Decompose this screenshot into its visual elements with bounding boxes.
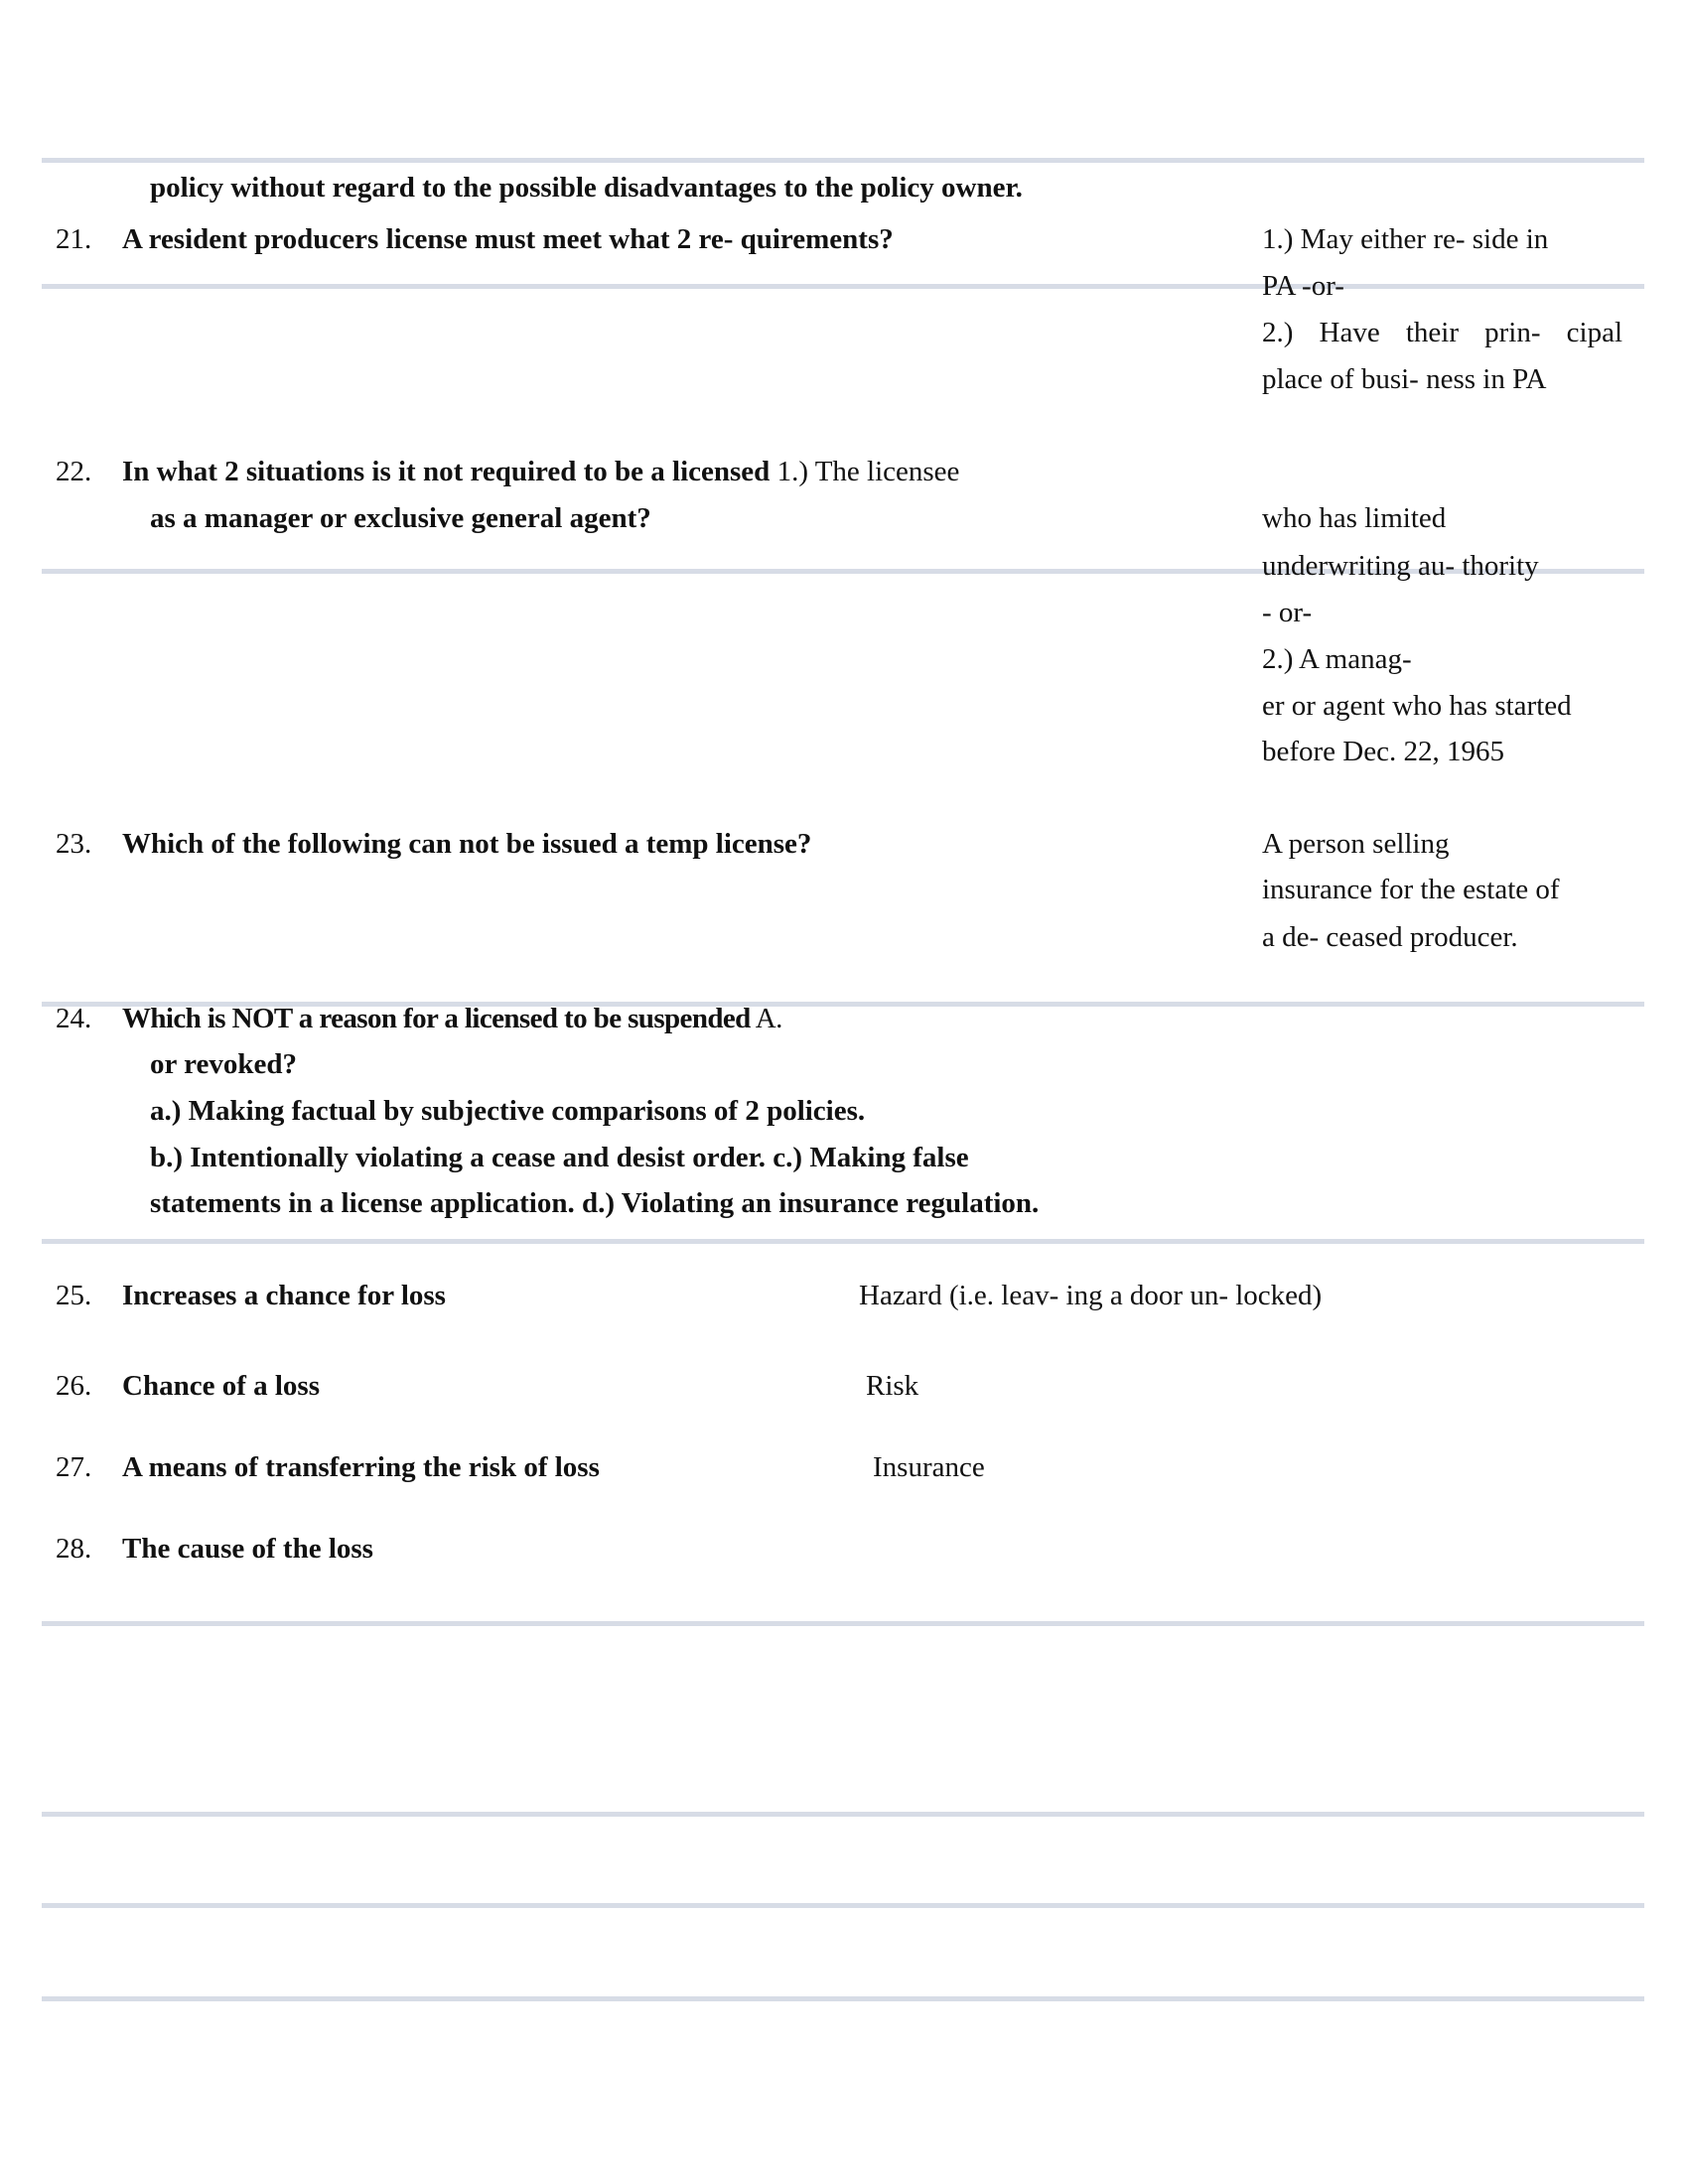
item-number: 23. bbox=[56, 828, 92, 860]
answer-text: who has limited bbox=[1262, 502, 1447, 534]
question-text: as a manager or exclusive general agent? bbox=[150, 502, 651, 534]
rule bbox=[42, 1621, 1644, 1626]
item-number: 25. bbox=[56, 1280, 92, 1311]
answer-text: Risk bbox=[866, 1370, 919, 1402]
item-number: 22. bbox=[56, 456, 92, 487]
question-text: A means of transferring the risk of loss bbox=[122, 1451, 600, 1483]
option-text: a.) Making factual by subjective comparisons of 2 policies. bbox=[150, 1095, 866, 1127]
item-number: 28. bbox=[56, 1533, 92, 1565]
option-text: b.) Intentionally violating a cease and desist order. c.) Making false bbox=[150, 1142, 969, 1173]
rule bbox=[42, 1812, 1644, 1817]
answer-text: Insurance bbox=[873, 1451, 985, 1483]
question-text: or revoked? bbox=[150, 1048, 297, 1080]
question-line bbox=[122, 455, 959, 488]
question-text: Which of the following can not be issued a temp license? bbox=[122, 828, 812, 860]
option-text: statements in a license application. d.) Violating an insurance regulation. bbox=[150, 1187, 1040, 1219]
item-number: 24. bbox=[56, 1003, 92, 1034]
question-text: Chance of a loss bbox=[122, 1370, 320, 1402]
item-number: 26. bbox=[56, 1370, 92, 1402]
question-text: In what 2 situations is it not required to be a licensed bbox=[122, 456, 771, 487]
answer-text: Hazard (i.e. leav- ing a door un- locked) bbox=[859, 1280, 1323, 1311]
answer-text: place of busi- ness in PA bbox=[1262, 363, 1547, 395]
answer-text: PA -or- bbox=[1262, 270, 1344, 302]
answer-text: 2.) A manag- bbox=[1262, 643, 1412, 675]
question-text: A resident producers license must meet what 2 re- quirements? bbox=[122, 223, 894, 255]
question-text: Increases a chance for loss bbox=[122, 1280, 446, 1311]
question-line bbox=[122, 1002, 782, 1035]
rule bbox=[42, 1996, 1644, 2001]
answer-text: underwriting au- thority bbox=[1262, 550, 1539, 582]
answer-text: before Dec. 22, 1965 bbox=[1262, 736, 1504, 767]
answer-text: 2.) Have their prin- cipal bbox=[1262, 317, 1622, 348]
rule bbox=[42, 1903, 1644, 1908]
answer-inline: 1.) The licensee bbox=[776, 456, 960, 487]
rule bbox=[42, 1239, 1644, 1244]
question-text: Which is NOT a reason for a licensed to be suspended bbox=[122, 1003, 751, 1034]
continuation-text: policy without regard to the possible disadvantages to the policy owner. bbox=[150, 172, 1023, 204]
rule bbox=[42, 158, 1644, 163]
answer-inline: A. bbox=[755, 1003, 782, 1034]
item-number: 27. bbox=[56, 1451, 92, 1483]
rule bbox=[42, 284, 1644, 289]
answer-text: insurance for the estate of bbox=[1262, 874, 1560, 905]
answer-text: a de- ceased producer. bbox=[1262, 921, 1518, 953]
answer-text: - or- bbox=[1262, 597, 1313, 628]
answer-text: er or agent who has started bbox=[1262, 690, 1572, 722]
answer-text: 1.) May either re- side in bbox=[1262, 223, 1549, 255]
question-text: The cause of the loss bbox=[122, 1533, 373, 1565]
item-number: 21. bbox=[56, 223, 92, 255]
answer-text: A person selling bbox=[1262, 828, 1450, 860]
